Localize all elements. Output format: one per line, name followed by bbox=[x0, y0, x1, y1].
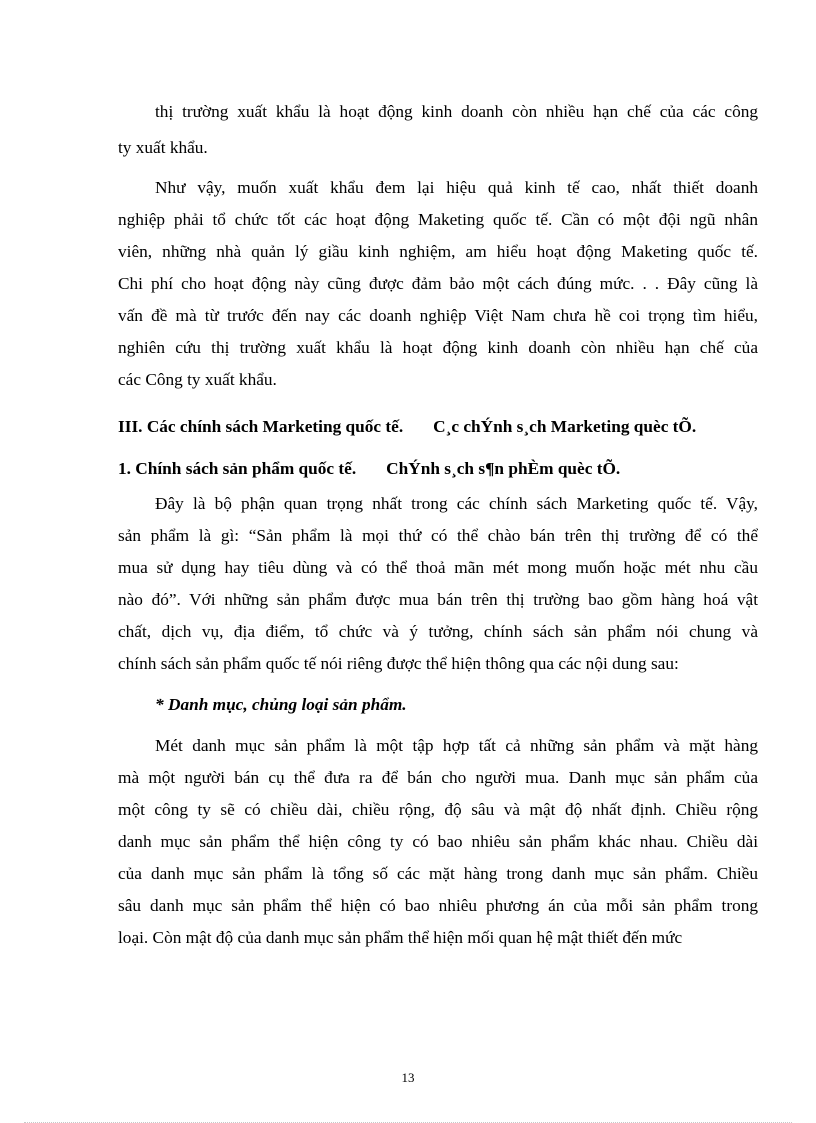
text-line: mua sử dụng hay tiêu dùng và có thể thoả mãn mét mong muốn hoặc mét nhu cầu bbox=[118, 558, 758, 577]
text-line: chính sách sản phẩm quốc tế nói riêng được thể hiện thông qua các nội dung sau: bbox=[118, 654, 679, 673]
text-line: Chi phí cho hoạt động này cũng được đảm bảo một cách đúng mức. . . Đây cũng là bbox=[118, 274, 758, 293]
heading-text: III. Các chính sách Marketing quốc tế. bbox=[118, 417, 404, 436]
item-heading: * Danh mục, chủng loại sản phẩm. bbox=[155, 695, 407, 714]
text-line: vấn đề mà từ trước đến nay các doanh nghiệp Việt Nam chưa hề coi trọng tìm hiểu, bbox=[118, 306, 758, 325]
heading-text: 1. Chính sách sản phẩm quốc tế. bbox=[118, 459, 357, 478]
text-line: Như vậy, muốn xuất khẩu đem lại hiệu quả kinh tế cao, nhất thiết doanh bbox=[155, 178, 758, 197]
text-line: viên, những nhà quản lý giầu kinh nghiệm, am hiểu hoạt động Maketing quốc tế. bbox=[118, 242, 758, 261]
text-line: Mét danh mục sản phẩm là một tập hợp tất cả những sản phẩm và mặt hàng bbox=[155, 736, 758, 755]
text-line: ty xuất khẩu. bbox=[118, 138, 208, 157]
text-line: nghiệp phải tổ chức tốt các hoạt động Maketing quốc tế. Cần có một đội ngũ nhân bbox=[118, 210, 758, 229]
text-line: một công ty sẽ có chiều dài, chiều rộng, độ sâu và mật độ nhất định. Chiều rộng bbox=[118, 800, 758, 819]
text-line: danh mục sản phẩm thể hiện công ty có bao nhiêu sản phẩm khác nhau. Chiều dài bbox=[118, 832, 758, 851]
text-line: Đây là bộ phận quan trọng nhất trong các chính sách Marketing quốc tế. Vậy, bbox=[155, 494, 758, 513]
text-line: loại. Còn mật độ của danh mục sản phẩm thể hiện mối quan hệ mật thiết đến mức bbox=[118, 928, 683, 947]
text-line: thị trường xuất khẩu là hoạt động kinh doanh còn nhiều hạn chế của các công bbox=[155, 102, 758, 121]
section-heading bbox=[118, 416, 758, 442]
text-line: nghiên cứu thị trường xuất khẩu là hoạt động kinh doanh còn nhiều hạn chế của bbox=[118, 338, 758, 357]
heading-garbled-text: ChÝnh s¸ch s¶n phÈm quèc tÕ. bbox=[386, 459, 621, 478]
subsection-heading bbox=[118, 458, 758, 484]
text-line: sâu danh mục sản phẩm thể hiện có bao nhiêu phương án của mỗi sản phẩm trong bbox=[118, 896, 758, 915]
text-line: sản phẩm là gì: “Sản phẩm là mọi thứ có thể chào bán trên thị trường để có thể bbox=[118, 526, 758, 545]
page-number: 13 bbox=[401, 1070, 415, 1085]
text-line: mà một người bán cụ thể đưa ra để bán cho người mua. Danh mục sản phẩm của bbox=[118, 768, 758, 787]
text-line: của danh mục sản phẩm là tổng số các mặt hàng trong danh mục sản phẩm. Chiều bbox=[118, 864, 758, 883]
text-line: chất, dịch vụ, địa điểm, tổ chức và ý tưởng, chính sách sản phẩm nói chung và bbox=[118, 622, 758, 641]
text-line: các Công ty xuất khẩu. bbox=[118, 370, 277, 389]
text-line: nào đó”. Với những sản phẩm được mua bán trên thị trường bao gồm hàng hoá vật bbox=[118, 590, 758, 609]
heading-garbled-text: C¸c chÝnh s¸ch Marketing quèc tÕ. bbox=[433, 417, 697, 436]
